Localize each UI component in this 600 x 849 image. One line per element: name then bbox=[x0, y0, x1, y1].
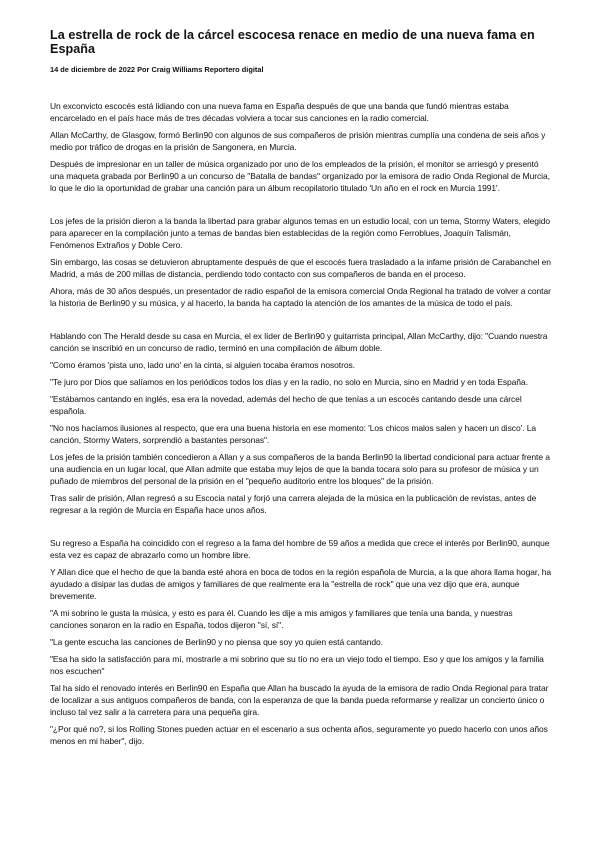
article-paragraph: Hablando con The Herald desde su casa en Murcia, el ex líder de Berlin90 y guitarrista principal, Allan McCarthy, dijo: "Cuando nuestra canción se inscribió en un concurso de radio, terminó en una compilación de álbum doble. bbox=[50, 331, 548, 353]
article-paragraph: "Como éramos 'pista uno, lado uno' en la cinta, si alguien tocaba éramos nosotros. bbox=[50, 360, 355, 370]
article-paragraph: Los jefes de la prisión dieron a la banda la libertad para grabar algunos temas en un estudio local, con un tema, Stormy Waters, elegido para aparecer en la compilación junto a temas de bandas bien establecidas de la región como Ferroblues, Joaquín Talismán, Fenómenos Extraños y Doble Cero. bbox=[50, 216, 551, 250]
article-section bbox=[50, 537, 552, 747]
article-paragraph: Los jefes de la prisión también concedieron a Allan y a sus compañeros de la banda Berlin90 la libertad condicional para actuar frente a una audiencia en un lugar local, que Allan admite que estaba muy lejos de que la banda tocara solo para su profesor de música y un puñado de miembros del personal de la prisión en el "pequeño auditorio entre los bloques" de la prisión. bbox=[50, 452, 550, 486]
section-spacer bbox=[50, 521, 552, 537]
article-paragraph: Y Allan dice que el hecho de que la banda esté ahora en boca de todos en la región española de Murcia, a la que ahora llama hogar, ha ayudado a disipar las dudas de amigos y familiares de que realmente era la "estrella de rock" que una vez dijo que era, aunque brevemente. bbox=[50, 567, 551, 601]
article-paragraph: Tras salir de prisión, Allan regresó a su Escocia natal y forjó una carrera alejada de la música en la publicación de revistas, antes de regresar a la región de Murcia en España hace unos años. bbox=[50, 493, 537, 515]
article-paragraph: "La gente escucha las canciones de Berlin90 y no piensa que soy yo quien está cantando. bbox=[50, 637, 383, 647]
article-paragraph: Allan McCarthy, de Glasgow, formó Berlin90 con algunos de sus compañeros de prisión mientras cumplía una condena de seis años y medio por tráfico de drogas en la prisión de Sangonera, en Murcia. bbox=[50, 130, 546, 152]
article-byline: 14 de diciembre de 2022 Por Craig Williams Reportero digital bbox=[50, 65, 264, 74]
section-spacer bbox=[50, 314, 552, 330]
article-paragraph: Un exconvicto escocés está lidiando con una nueva fama en España después de que una banda que fundó mientras estaba encarcelado en el país hace más de tres décadas volviera a tocar sus canciones en la radio comercial. bbox=[50, 101, 509, 123]
article-section bbox=[50, 100, 552, 194]
article-paragraph: "Esa ha sido la satisfacción para mí, mostrarle a mi sobrino que su tío no era un viejo todo el tiempo. Eso y que los amigos y la familia nos escuchen" bbox=[50, 654, 544, 676]
article-paragraph: "A mi sobrino le gusta la música, y esto es para él. Cuando les dije a mis amigos y familiares que tenía una banda, y nuestras canciones sonaron en la radio en España, todos dijeron "sí, sí". bbox=[50, 608, 513, 630]
article-section bbox=[50, 330, 552, 516]
article-paragraph: Su regreso a España ha coincidido con el regreso a la fama del hombre de 59 años a medida que crece el interés por Berlin90, aunque esta vez es capaz de abrazarlo como un hombre libre. bbox=[50, 538, 550, 560]
article-paragraph: Sin embargo, las cosas se detuvieron abruptamente después de que el escocés fuera trasladado a la infame prisión de Carabanchel en Madrid, a más de 200 millas de distancia, perdiendo todo contacto con sus compañeros de banda en el proceso. bbox=[50, 257, 551, 279]
section-spacer bbox=[50, 199, 552, 215]
article-body bbox=[50, 100, 552, 747]
article-paragraph: Después de impresionar en un taller de música organizado por uno de los empleados de la prisión, el monitor se arriesgó y presentó una maqueta grabada por Berlin90 a un concurso de "Batalla de bandas" organizado por la emisora de radio Onda Regional de Murcia, lo que le dio la oportunidad de grabar una canción para un álbum recopilatorio titulado 'Un año en el rock en Murcia 1991'. bbox=[50, 159, 550, 193]
article-section bbox=[50, 215, 552, 309]
article-paragraph: "¿Por qué no?, si los Rolling Stones pueden actuar en el escenario a sus ochenta años, seguramente yo puedo hacerlo con unos años menos en mi haber", dijo. bbox=[50, 724, 548, 746]
article-paragraph: "Te juro por Dios que salíamos en los periódicos todos los días y en la radio, no solo en Murcia, sino en Madrid y en toda España. bbox=[50, 377, 528, 387]
article-paragraph: "Estábamos cantando en inglés, esa era la novedad, además del hecho de que tenías a un escocés cantando desde una cárcel española. bbox=[50, 394, 522, 416]
article-paragraph: Tal ha sido el renovado interés en Berlin90 en España que Allan ha buscado la ayuda de la emisora de radio Onda Regional para tratar de localizar a sus antiguos compañeros de banda, con la esperanza de que la banda pueda reformarse y realizar un concierto único o incluso tal vez salir a la carretera para una pequeña gira. bbox=[50, 683, 549, 717]
article-paragraph: Ahora, más de 30 años después, un presentador de radio español de la emisora comercial Onda Regional ha tratado de volver a contar la historia de Berlin90 y su música, y al hacerlo, la banda ha captado la atención de los amantes de la música de todo el país. bbox=[50, 286, 551, 308]
article-title: La estrella de rock de la cárcel escocesa renace en medio de una nueva fama en España bbox=[50, 28, 535, 56]
article-paragraph: "No nos hacíamos ilusiones al respecto, que era una buena historia en ese momento: 'Los chicos malos salen y hacen un disco'. La canción, Stormy Waters, sorprendió a bastantes personas". bbox=[50, 423, 537, 445]
